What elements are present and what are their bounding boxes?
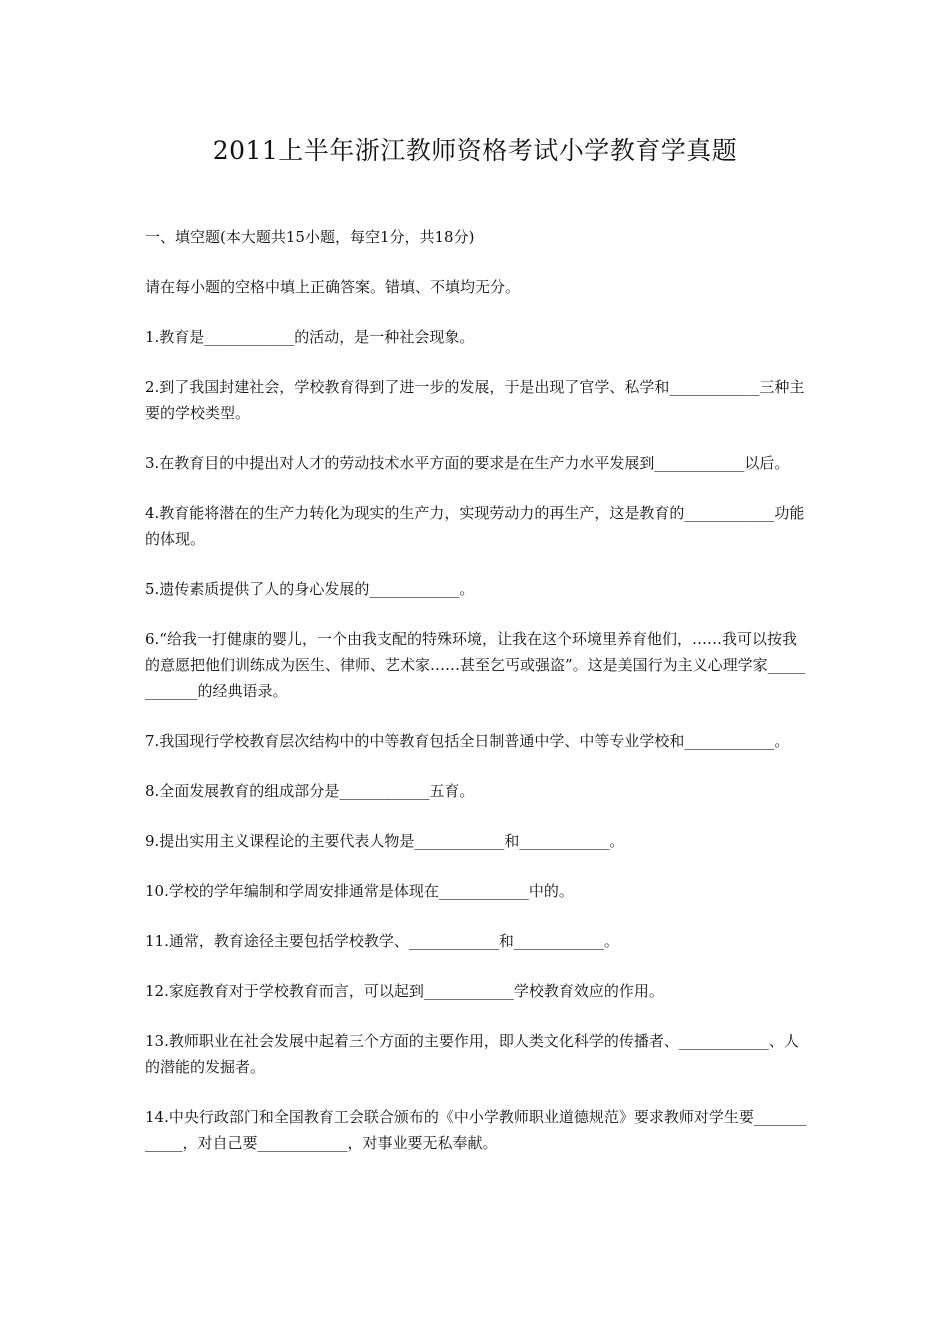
question-11: 11.通常，教育途径主要包括学校教学、____________和____________。 (145, 932, 619, 950)
question-12: 12.家庭教育对于学校教育而言，可以起到____________学校教育效应的作用。 (145, 982, 664, 1000)
question-3: 3.在教育目的中提出对人才的劳动技术水平方面的要求是在生产力水平发展到____________以后。 (145, 454, 790, 472)
question-1: 1.教育是____________的活动，是一种社会现象。 (145, 328, 475, 346)
instructions-text: 请在每小题的空格中填上正确答案。错填、不填均无分。 (145, 278, 521, 296)
question-9: 9.提出实用主义课程论的主要代表人物是____________和____________。 (145, 832, 625, 850)
question-4: 4.教育能将潜在的生产力转化为现实的生产力，实现劳动力的再生产，这是教育的____________功能的体现。 (145, 504, 805, 548)
question-7: 7.我国现行学校教育层次结构中的中等教育包括全日制普通中学、中等专业学校和____________。 (145, 732, 790, 750)
question-5: 5.遗传素质提供了人的身心发展的____________。 (145, 580, 475, 598)
question-8: 8.全面发展教育的组成部分是____________五育。 (145, 782, 475, 800)
question-2: 2.到了我国封建社会，学校教育得到了进一步的发展，于是出现了官学、私学和____________三种主要的学校类型。 (145, 378, 805, 422)
document-title: 2011上半年浙江教师资格考试小学教育学真题 (212, 136, 738, 165)
section-heading: 一、填空题(本大题共15小题，每空1分，共18分) (145, 228, 475, 246)
document-body (145, 224, 807, 1180)
question-6: 6.“给我一打健康的婴儿，一个由我支配的特殊环境，让我在这个环境里养育他们，……我可以按我的意愿把他们训练成为医生、律师、艺术家……甚至乞丐或强盗”。这是美国行为主义心理学家____________的经典语录。 (145, 630, 806, 700)
question-10: 10.学校的学年编制和学周安排通常是体现在____________中的。 (145, 882, 574, 900)
question-13: 13.教师职业在社会发展中起着三个方面的主要作用，即人类文化科学的传播者、____________、人的潜能的发掘者。 (145, 1032, 799, 1076)
question-14: 14.中央行政部门和全国教育工会联合颁布的《中小学教师职业道德规范》要求教师对学生要____________，对自己要____________，对事业要无私奉献。 (145, 1108, 807, 1152)
